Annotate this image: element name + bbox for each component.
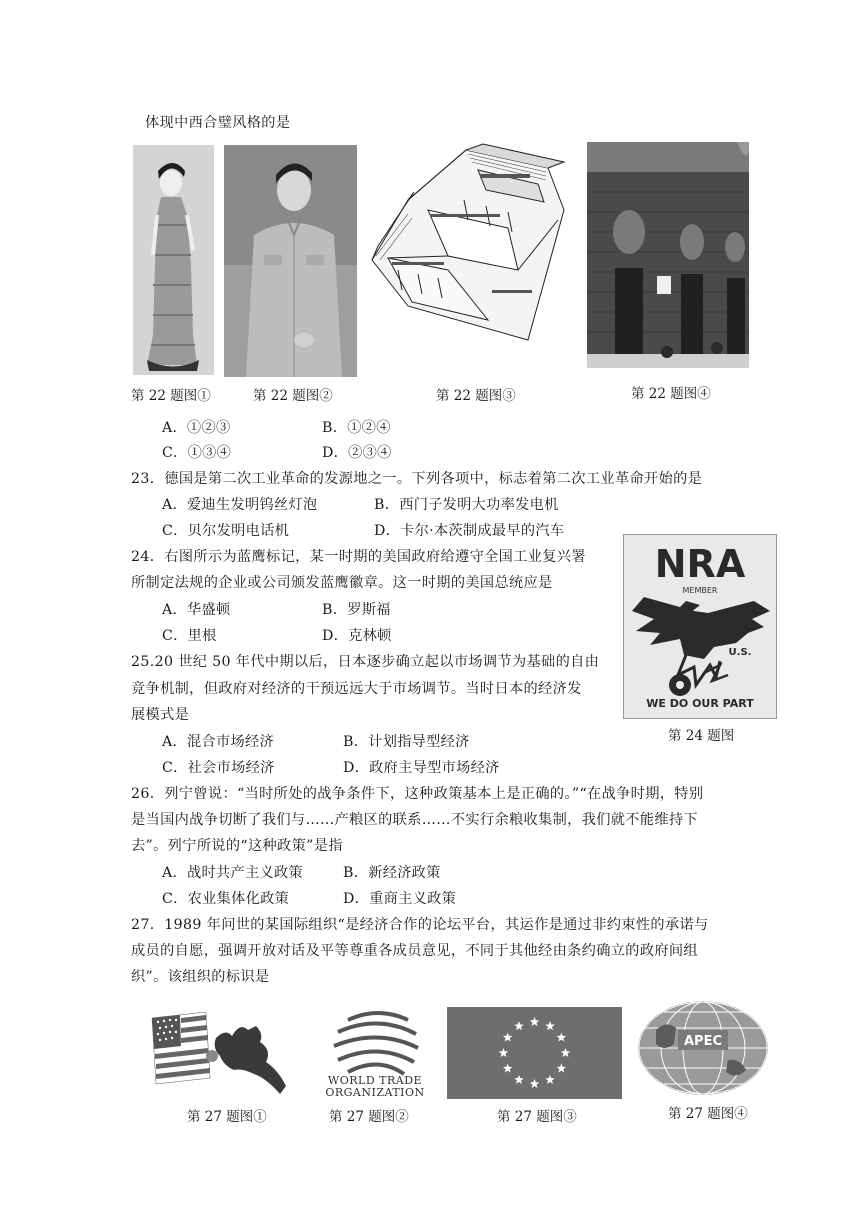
q24-stem-line-1: 24．右图所示为蓝鹰标记，某一时期的美国政府给遵守全国工业复兴署 bbox=[131, 549, 586, 565]
q24-nra-blue-eagle-poster bbox=[623, 534, 777, 719]
q27-figure-3-eu-flag bbox=[447, 1007, 622, 1099]
q24-stem-line-2: 所制定法规的企业或公司颁发蓝鹰徽章。这一时期的美国总统应是 bbox=[131, 575, 553, 591]
q22-stem-tail: 体现中西合璧风格的是 bbox=[145, 115, 291, 131]
q22-caption-4: 第 22 题图④ bbox=[631, 386, 711, 402]
q24-option-c[interactable]: C．里根 bbox=[162, 628, 217, 644]
q27-caption-2: 第 27 题图② bbox=[329, 1109, 409, 1125]
q26-option-a[interactable]: A．战时共产主义政策 bbox=[162, 865, 303, 881]
q27-caption-4: 第 27 题图④ bbox=[668, 1106, 748, 1122]
q22-option-c[interactable]: C．①③④ bbox=[162, 445, 232, 461]
q26-option-c[interactable]: C．农业集体化政策 bbox=[162, 891, 290, 907]
q22-figure-1-photo-qipao bbox=[133, 145, 214, 375]
q24-option-b[interactable]: B．罗斯福 bbox=[322, 602, 391, 618]
q23-option-b[interactable]: B．西门子发明大功率发电机 bbox=[374, 497, 559, 513]
q22-option-d[interactable]: D．②③④ bbox=[322, 445, 392, 461]
wto-text-line-2: ORGANIZATION bbox=[325, 1086, 425, 1099]
q24-caption: 第 24 题图 bbox=[668, 728, 735, 744]
q22-caption-2: 第 22 题图② bbox=[253, 388, 333, 404]
q27-caption-1: 第 27 题图① bbox=[187, 1109, 267, 1125]
q23-option-a[interactable]: A．爱迪生发明钨丝灯泡 bbox=[162, 497, 318, 513]
q23-stem: 23．德国是第二次工业革命的发源地之一。下列各项中，标志着第二次工业革命开始的是 bbox=[131, 471, 703, 487]
q27-stem-line-3: 织”。该组织的标识是 bbox=[131, 969, 270, 985]
q22-figure-4-building-photo bbox=[587, 142, 749, 368]
q22-figure-2-photo-man bbox=[224, 145, 357, 377]
q25-stem-line-2: 竞争机制，但政府对经济的干预远远大于市场调节。当时日本的经济发 bbox=[131, 681, 582, 697]
q26-stem-line-2: 是当国内战争切断了我们与……产粮区的联系……不实行余粮收集制，我们就不能维持下 bbox=[131, 812, 698, 828]
q22-option-a[interactable]: A．①②③ bbox=[162, 420, 231, 436]
q22-option-b[interactable]: B．①②④ bbox=[322, 420, 391, 436]
q25-option-c[interactable]: C．社会市场经济 bbox=[162, 760, 275, 776]
q27-caption-3: 第 27 题图③ bbox=[497, 1109, 577, 1125]
q25-option-b[interactable]: B．计划指导型经济 bbox=[343, 734, 470, 750]
q26-stem-line-1: 26．列宁曾说：“当时所处的战争条件下，这种政策基本上是正确的。”“在战争时期，特别 bbox=[131, 786, 704, 802]
nra-us-label: U.S. bbox=[728, 647, 752, 658]
q22-caption-3: 第 22 题图③ bbox=[436, 388, 516, 404]
q23-option-c[interactable]: C．贝尔发明电话机 bbox=[162, 523, 290, 539]
q27-stem-line-2: 成员的自愿，强调开放对话及平等尊重各成员意见，不同于其他经由条约确立的政府间组 bbox=[131, 943, 698, 959]
q22-caption-1: 第 22 题图① bbox=[131, 388, 211, 404]
q24-option-d[interactable]: D．克林顿 bbox=[322, 628, 392, 644]
wto-text-line-1: WORLD TRADE bbox=[327, 1074, 423, 1087]
q26-option-d[interactable]: D．重商主义政策 bbox=[343, 891, 457, 907]
q25-stem-line-1: 25.20 世纪 50 年代中期以后，日本逐步确立起以市场调节为基础的自由 bbox=[131, 654, 600, 670]
q23-option-d[interactable]: D．卡尔·本茨制成最早的汽车 bbox=[374, 523, 565, 539]
apec-label: APEC bbox=[683, 1034, 723, 1049]
q24-option-a[interactable]: A．华盛顿 bbox=[162, 602, 231, 618]
q25-option-d[interactable]: D．政府主导型市场经济 bbox=[343, 760, 500, 776]
q25-option-a[interactable]: A．混合市场经济 bbox=[162, 734, 274, 750]
nra-title: NRA bbox=[654, 542, 746, 586]
nra-member-label: MEMBER bbox=[682, 586, 718, 595]
q27-stem-line-1: 27．1989 年问世的某国际组织“是经济合作的论坛平台，其运作是通过非约束性的承诺与 bbox=[131, 917, 709, 933]
q26-option-b[interactable]: B．新经济政策 bbox=[343, 865, 441, 881]
q27-figure-4-apec-globe bbox=[636, 1000, 770, 1096]
q26-stem-line-3: 去”。列宁所说的“这种政策”是指 bbox=[131, 838, 343, 854]
q27-figure-2-wto-logo bbox=[308, 1006, 442, 1100]
nra-slogan: WE DO OUR PART bbox=[646, 697, 754, 710]
q27-figure-1-flag-map-logo bbox=[146, 1008, 302, 1098]
q22-figure-3-courtyard-drawing bbox=[368, 140, 574, 348]
q25-stem-line-3: 展模式是 bbox=[131, 707, 190, 723]
